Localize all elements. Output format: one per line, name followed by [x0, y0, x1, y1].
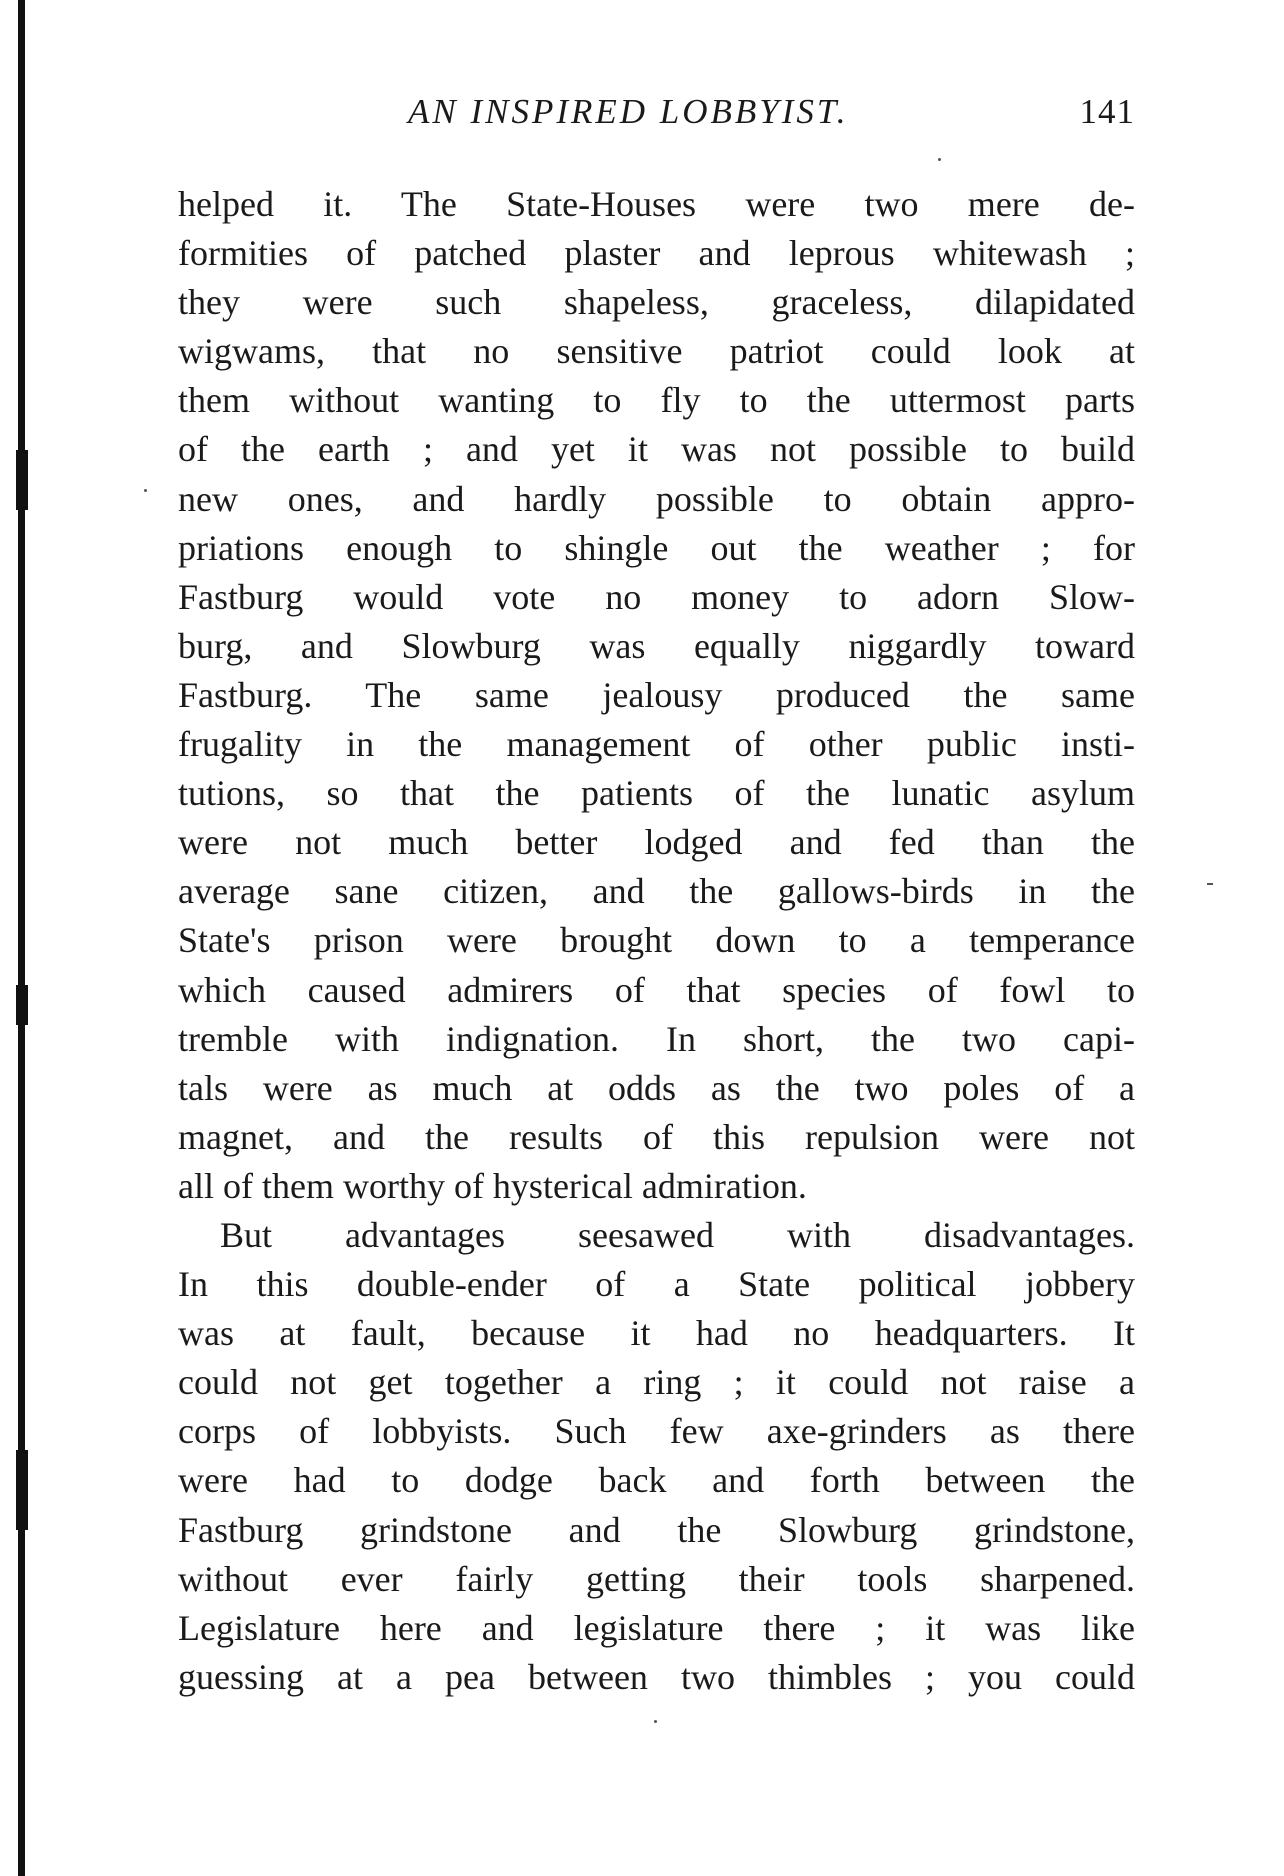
running-head	[178, 92, 1135, 136]
binding-notch	[16, 985, 28, 1025]
text-line: which caused admirers of that species of fowl to	[178, 969, 1135, 1010]
body-text	[178, 180, 1135, 1702]
text-line: were had to dodge back and forth between the	[178, 1460, 1135, 1501]
text-line: new ones, and hardly possible to obtain appro-	[178, 478, 1135, 519]
print-speck	[654, 1720, 657, 1723]
text-line: tremble with indignation. In short, the two capi-	[178, 1018, 1135, 1059]
text-line: guessing at a pea between two thimbles ; you could	[178, 1656, 1135, 1697]
text-line: Fastburg would vote no money to adorn Slow-	[178, 576, 1135, 617]
print-speck	[938, 158, 941, 161]
text-line: magnet, and the results of this repulsion were not	[178, 1116, 1135, 1157]
print-speck	[144, 489, 147, 492]
text-line: Legislature here and legislature there ; it was like	[178, 1607, 1135, 1648]
text-line: all of them worthy of hysterical admiration.	[178, 1165, 807, 1206]
text-line: tals were as much at odds as the two poles of a	[178, 1067, 1135, 1108]
text-line: In this double-ender of a State political jobbery	[178, 1264, 1135, 1305]
text-line: average sane citizen, and the gallows-birds in the	[178, 871, 1135, 912]
text-line: they were such shapeless, graceless, dilapidated	[178, 282, 1135, 323]
text-line: of the earth ; and yet it was not possible to build	[178, 429, 1135, 470]
text-line: But advantages seesawed with disadvantages.	[220, 1214, 1135, 1255]
paragraph-2	[178, 1211, 1135, 1702]
text-line: helped it. The State-Houses were two mere de-	[178, 184, 1135, 224]
text-line: could not get together a ring ; it could not raise a	[178, 1362, 1135, 1403]
print-speck	[1207, 883, 1213, 885]
page-number: 141	[1079, 92, 1135, 131]
text-line: them without wanting to fly to the uttermost parts	[178, 380, 1135, 421]
binding-notch	[16, 1450, 28, 1530]
running-title: AN INSPIRED LOBBYIST.	[408, 92, 849, 131]
text-line: priations enough to shingle out the weather ; for	[178, 527, 1135, 568]
binding-notch	[16, 450, 28, 510]
page-binding-edge	[18, 0, 25, 1876]
text-line: corps of lobbyists. Such few axe-grinders as there	[178, 1411, 1135, 1452]
paragraph-1	[178, 180, 1135, 1211]
text-line: formities of patched plaster and leprous whitewash ;	[178, 233, 1135, 274]
text-line: frugality in the management of other public insti-	[178, 724, 1135, 765]
text-line: wigwams, that no sensitive patriot could look at	[178, 331, 1135, 372]
text-line: Fastburg. The same jealousy produced the same	[178, 674, 1135, 715]
text-line: State's prison were brought down to a temperance	[178, 920, 1135, 961]
text-line: Fastburg grindstone and the Slowburg grindstone,	[178, 1509, 1135, 1550]
text-line: tutions, so that the patients of the lunatic asylum	[178, 773, 1135, 814]
text-line: without ever fairly getting their tools sharpened.	[178, 1558, 1135, 1599]
text-line: were not much better lodged and fed than the	[178, 822, 1135, 863]
text-line: burg, and Slowburg was equally niggardly toward	[178, 625, 1135, 666]
text-line: was at fault, because it had no headquarters. It	[178, 1313, 1135, 1354]
